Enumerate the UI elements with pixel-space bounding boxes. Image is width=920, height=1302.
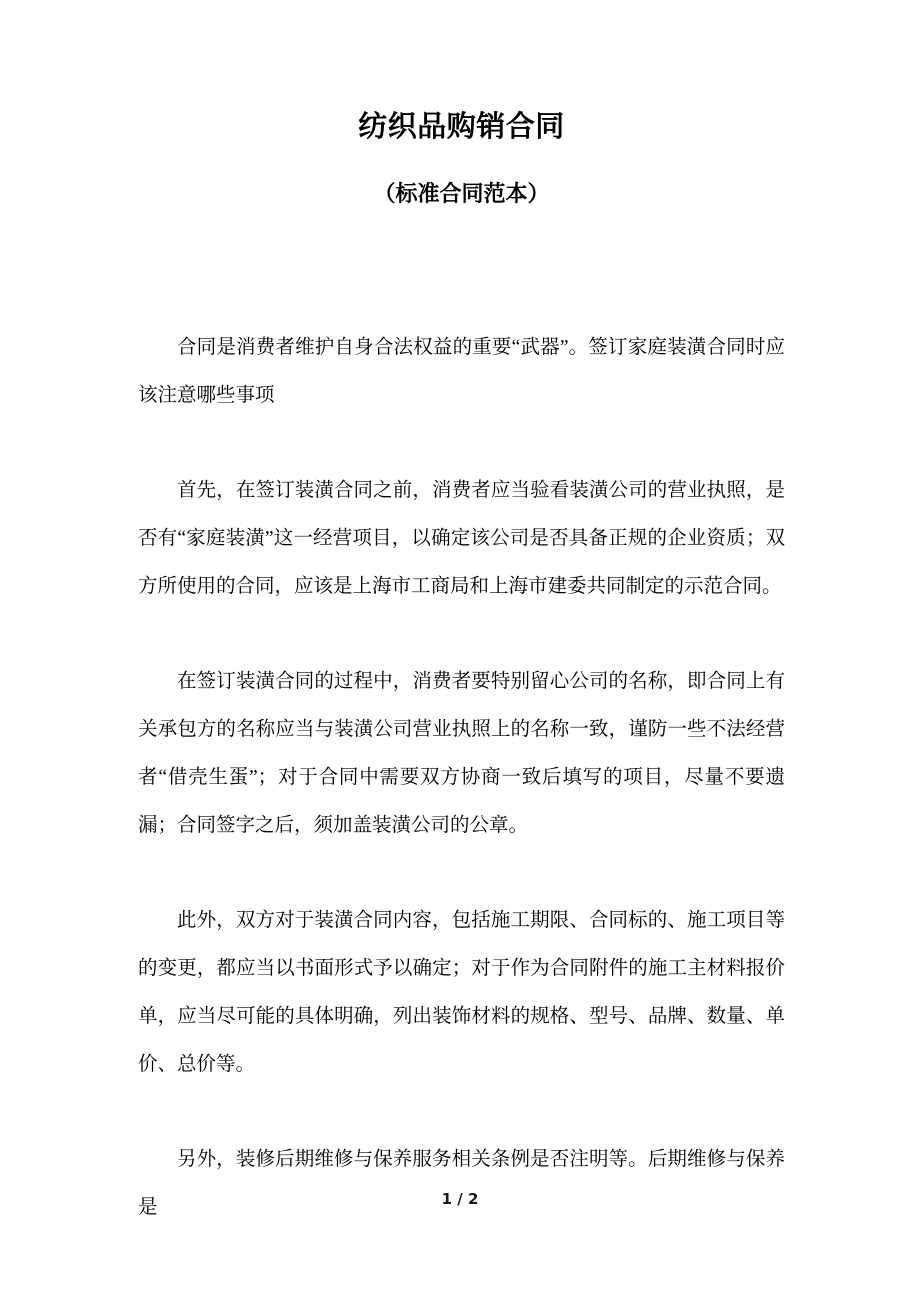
paragraph-intro: 合同是消费者维护自身合法权益的重要“武器”。签订家庭装潢合同时应该注意哪些事项 (138, 337, 785, 406)
paragraph-company-name: 在签订装潢合同的过程中，消费者要特别留心公司的名称，即合同上有关承包方的名称应当与装潢公司营业执照上的名称一致，谨防一些不法经营者“借壳生蛋”；对于合同中需要双方协商一致后填写的项目，尽量不要遗漏；合同签字之后，须加盖装潢公司的公章。 (138, 671, 785, 836)
paragraph-written-changes: 此外，双方对于装潢合同内容，包括施工期限、合同标的、施工项目等的变更，都应当以书面形式予以确定；对于作为合同附件的施工主材料报价单，应当尽可能的具体明确，列出装饰材料的规格、型号、品牌、数量、单价、总价等。 (138, 910, 785, 1075)
document-subtitle: （标准合同范本） (373, 181, 550, 206)
paragraph-maintenance: 另外，装修后期维修与保养服务相关条例是否注明等。后期维修与保养是 (138, 1149, 785, 1218)
paragraph-check-license: 首先，在签订装潢合同之前，消费者应当验看装潢公司的营业执照，是否有“家庭装潢”这一经营项目，以确定该公司是否具备正规的企业资质；双方所使用的合同，应该是上海市工商局和上海市建委共同制定的示范合同。 (138, 480, 785, 597)
document-title: 纺织品购销合同 (358, 109, 565, 143)
document-body (138, 324, 785, 1232)
page-number: 1 / 2 (441, 1190, 479, 1208)
